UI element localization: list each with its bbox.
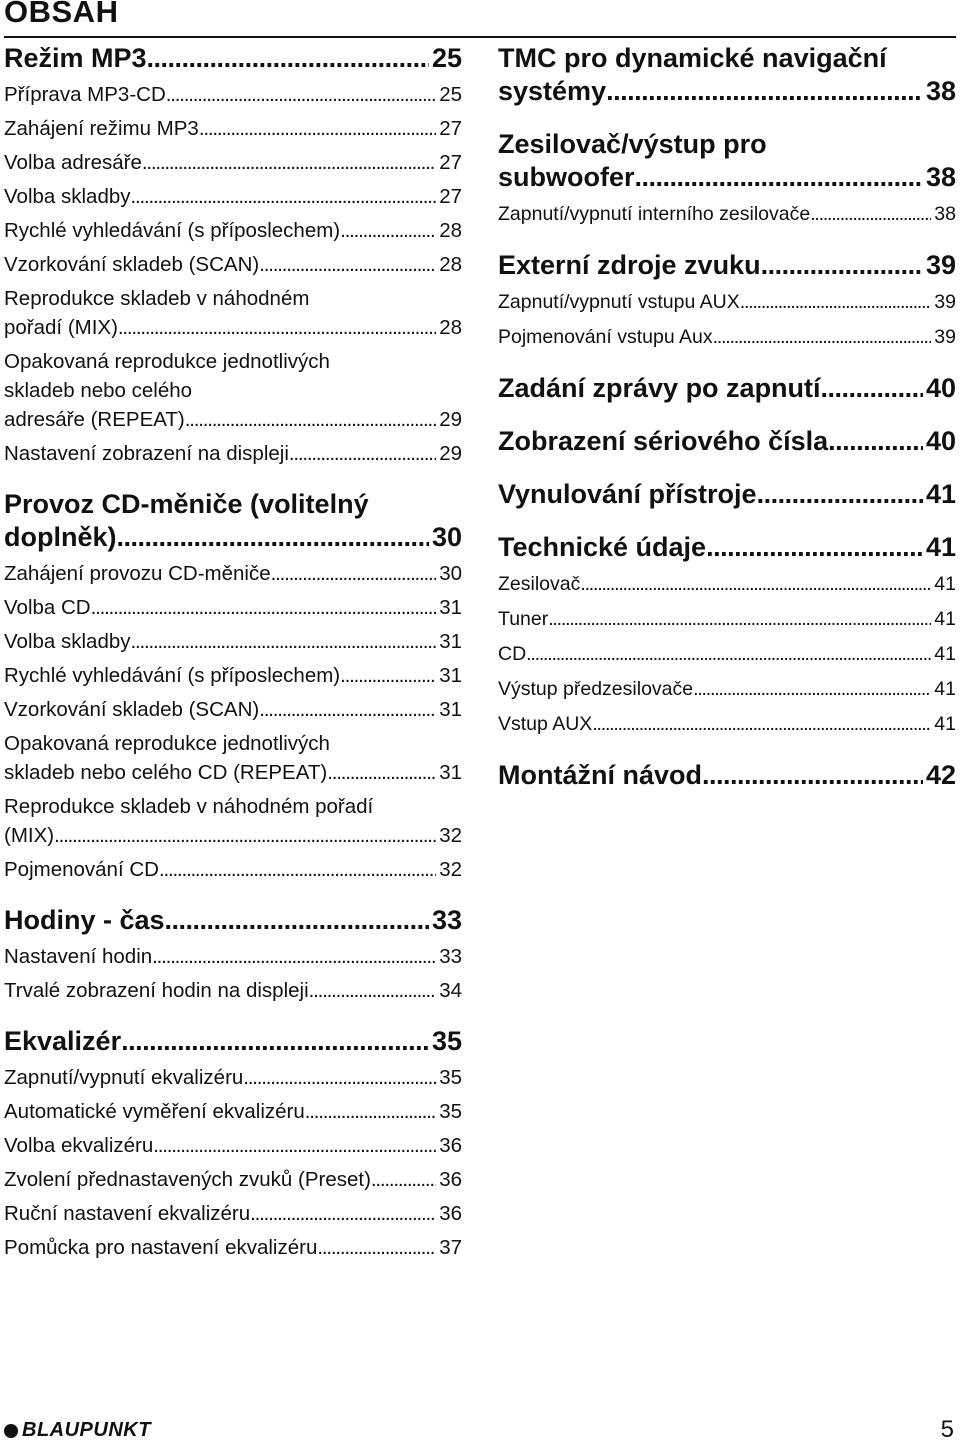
toc-page-number: 30	[431, 522, 462, 552]
toc-page-number: 39	[925, 250, 956, 280]
page-number: 5	[940, 1416, 954, 1443]
toc-entry-text: Tuner	[498, 608, 549, 630]
brand-dot-icon	[4, 1424, 18, 1438]
toc-page-number: 39	[934, 291, 956, 313]
dot-leader	[713, 323, 932, 352]
dot-leader	[250, 1199, 436, 1228]
dot-leader	[309, 976, 437, 1005]
toc-item-entry	[4, 661, 462, 690]
toc-section-entry	[498, 478, 956, 511]
dot-leader	[702, 759, 923, 792]
toc-entry-text: Nastavení hodin	[4, 945, 153, 968]
toc-page-number: 39	[934, 326, 956, 348]
toc-entry-text: skladeb nebo celého	[4, 379, 193, 402]
dot-leader	[271, 559, 437, 588]
toc-entry-text: pořadí (MIX)	[4, 316, 118, 339]
toc-item-entry	[4, 855, 462, 884]
dot-leader	[317, 1233, 436, 1262]
toc-entry-text: Vynulování přístroje	[498, 479, 757, 509]
toc-entry-text: Režim MP3	[4, 43, 147, 73]
toc-item-entry	[498, 570, 956, 599]
toc-section-entry	[498, 128, 956, 194]
dot-leader	[153, 1131, 436, 1160]
toc-item-entry	[4, 729, 462, 787]
toc-entry-text: Zapnutí/vypnutí vstupu AUX	[498, 291, 740, 313]
toc-section-entry	[4, 42, 462, 75]
toc-item-entry	[4, 182, 462, 211]
toc-page-number: 40	[925, 373, 956, 403]
toc-item-entry	[498, 200, 956, 229]
toc-item-entry	[4, 250, 462, 279]
dot-leader	[165, 904, 429, 937]
toc-entry-text: Zesilovač	[498, 573, 581, 595]
toc-entry-text: Volba adresáře	[4, 151, 142, 174]
toc-item-entry	[4, 347, 462, 434]
toc-entry-text: Vstup AUX	[498, 713, 593, 735]
toc-page-number: 38	[925, 76, 956, 106]
toc-entry-text: Zapnutí/vypnutí ekvalizéru	[4, 1066, 244, 1089]
toc-entry-text: Zadání zprávy po zapnutí	[498, 373, 821, 403]
dot-leader	[54, 821, 436, 850]
toc-item-entry	[4, 1165, 462, 1194]
dot-leader	[340, 216, 436, 245]
toc-page-number: 28	[439, 253, 462, 276]
dot-leader	[121, 1025, 429, 1058]
dot-leader	[305, 1097, 436, 1126]
toc-item-entry	[498, 605, 956, 634]
toc-entry-text: Výstup předzesilovače	[498, 678, 694, 700]
toc-entry-text: Volba skladby	[4, 630, 131, 653]
toc-page-number: 32	[439, 824, 462, 847]
dot-leader	[592, 710, 931, 739]
toc-page-number: 33	[439, 945, 462, 968]
toc-section-entry	[498, 42, 956, 108]
toc-entry-text: Zesilovač/výstup pro	[498, 129, 767, 159]
dot-leader	[821, 372, 923, 405]
toc-page-number: 42	[925, 760, 956, 790]
toc-entry-text: Pojmenování vstupu Aux	[498, 326, 713, 348]
toc-entry-text: Volba ekvalizéru	[4, 1134, 154, 1157]
toc-entry-text: Zobrazení sériového čísla	[498, 426, 829, 456]
toc-entry-text: Automatické vyměření ekvalizéru	[4, 1100, 305, 1123]
toc-section-entry	[498, 759, 956, 792]
toc-page-number: 27	[439, 185, 462, 208]
toc-section-entry	[4, 488, 462, 554]
toc-entry-text: Opakovaná reprodukce jednotlivých	[4, 732, 330, 755]
dot-leader	[810, 200, 931, 229]
toc-item-entry	[4, 942, 462, 971]
toc-section-entry	[498, 249, 956, 282]
dot-leader	[526, 640, 931, 669]
toc-entry-text: Ekvalizér	[4, 1026, 122, 1056]
dot-leader	[118, 313, 436, 342]
toc-entry-text: Zvolení přednastavených zvuků (Preset)	[4, 1168, 371, 1191]
toc-entry-text: adresáře (REPEAT)	[4, 408, 185, 431]
toc-page-number: 31	[439, 664, 462, 687]
toc-page-number: 29	[439, 408, 462, 431]
toc-item-entry	[4, 1097, 462, 1126]
brand-name: BLAUPUNKT	[22, 1419, 151, 1441]
toc-section-entry	[4, 1025, 462, 1058]
toc-entry-text: TMC pro dynamické navigační	[498, 43, 887, 73]
toc-page-number: 27	[439, 117, 462, 140]
toc-item-entry	[498, 710, 956, 739]
toc-item-entry	[4, 1199, 462, 1228]
toc-entry-text: (MIX)	[4, 824, 55, 847]
toc-page-number: 31	[439, 630, 462, 653]
dot-leader	[371, 1165, 436, 1194]
toc-item-entry	[4, 439, 462, 468]
toc-page-number: 36	[439, 1168, 462, 1191]
toc-page-number: 41	[934, 713, 956, 735]
toc-entry-text: doplněk)	[4, 522, 117, 552]
dot-leader	[761, 249, 923, 282]
toc-page-number: 34	[439, 979, 462, 1002]
dot-leader	[740, 288, 932, 317]
toc-entry-text: Pomůcka pro nastavení ekvalizéru	[4, 1236, 318, 1259]
dot-leader	[706, 531, 923, 564]
toc-page-number: 25	[439, 83, 462, 106]
toc-entry-text: Vzorkování skladeb (SCAN)	[4, 698, 260, 721]
dot-leader	[91, 593, 437, 622]
toc-right-column	[498, 42, 956, 792]
toc-entry-text: Zahájení režimu MP3	[4, 117, 199, 140]
toc-entry-text: Reprodukce skladeb v náhodném pořadí	[4, 795, 374, 818]
toc-entry-text: Hodiny - čas	[4, 905, 165, 935]
toc-entry-text: skladeb nebo celého CD (REPEAT)	[4, 761, 328, 784]
dot-leader	[142, 148, 436, 177]
dot-leader	[828, 425, 923, 458]
dot-leader	[166, 80, 436, 109]
toc-entry-text: Příprava MP3-CD	[4, 83, 166, 106]
toc-entry-text: systémy	[498, 76, 607, 106]
toc-entry-text: Volba skladby	[4, 185, 131, 208]
toc-page-number: 41	[934, 608, 956, 630]
toc-page-number: 28	[439, 316, 462, 339]
dot-leader	[199, 114, 436, 143]
toc-item-entry	[4, 792, 462, 850]
toc-entry-text: Opakovaná reprodukce jednotlivých	[4, 350, 330, 373]
toc-entry-text: Montážní návod	[498, 760, 702, 790]
dot-leader	[289, 439, 436, 468]
toc-item-entry	[4, 695, 462, 724]
toc-entry-text: Technické údaje	[498, 532, 707, 562]
toc-item-entry	[4, 148, 462, 177]
title-rule	[4, 36, 956, 38]
toc-entry-text: Externí zdroje zvuku	[498, 250, 761, 280]
dot-leader	[259, 695, 436, 724]
toc-page-number: 33	[431, 905, 462, 935]
toc-page-number: 35	[431, 1026, 462, 1056]
dot-leader	[757, 478, 923, 511]
toc-page-number: 41	[934, 678, 956, 700]
toc-item-entry	[4, 216, 462, 245]
toc-item-entry	[4, 1131, 462, 1160]
toc-page-number: 35	[439, 1066, 462, 1089]
toc-page-number: 28	[439, 219, 462, 242]
toc-entry-text: Rychlé vyhledávání (s příposlechem)	[4, 664, 341, 687]
toc-entry-text: Trvalé zobrazení hodin na displeji	[4, 979, 309, 1002]
toc-page-number: 25	[431, 43, 462, 73]
toc-page-number: 36	[439, 1134, 462, 1157]
toc-entry-text: Reprodukce skladeb v náhodném	[4, 287, 310, 310]
toc-page-number: 30	[439, 562, 462, 585]
dot-leader	[635, 161, 923, 194]
dot-leader	[606, 75, 923, 108]
toc-page-number: 31	[439, 596, 462, 619]
toc-item-entry	[4, 114, 462, 143]
dot-leader	[131, 627, 437, 656]
dot-leader	[152, 942, 436, 971]
toc-page-number: 38	[925, 162, 956, 192]
dot-leader	[548, 605, 931, 634]
toc-item-entry	[4, 593, 462, 622]
dot-leader	[117, 521, 429, 554]
dot-leader	[327, 758, 436, 787]
toc-item-entry	[498, 640, 956, 669]
toc-section-entry	[498, 425, 956, 458]
dot-leader	[159, 855, 436, 884]
toc-page-number: 37	[439, 1236, 462, 1259]
toc-section-entry	[498, 531, 956, 564]
toc-entry-text: Nastavení zobrazení na displeji	[4, 442, 289, 465]
toc-page-number: 41	[925, 532, 956, 562]
toc-entry-text: Vzorkování skladeb (SCAN)	[4, 253, 260, 276]
toc-page-number: 38	[934, 203, 956, 225]
toc-page-number: 27	[439, 151, 462, 174]
toc-section-entry	[4, 904, 462, 937]
dot-leader	[340, 661, 436, 690]
toc-page-number: 41	[934, 643, 956, 665]
toc-entry-text: Zapnutí/vypnutí interního zesilovače	[498, 203, 811, 225]
toc-item-entry	[498, 675, 956, 704]
dot-leader	[147, 42, 429, 75]
toc-page-number: 40	[925, 426, 956, 456]
toc-entry-text: Volba CD	[4, 596, 91, 619]
toc-section-entry	[498, 372, 956, 405]
toc-item-entry	[4, 1233, 462, 1262]
toc-entry-text: Provoz CD-měniče (volitelný	[4, 489, 369, 519]
dot-leader	[185, 405, 436, 434]
toc-page-number: 36	[439, 1202, 462, 1225]
toc-item-entry	[4, 80, 462, 109]
toc-entry-text: subwoofer	[498, 162, 635, 192]
toc-page-number: 32	[439, 858, 462, 881]
toc-item-entry	[4, 627, 462, 656]
toc-page-number: 31	[439, 698, 462, 721]
dot-leader	[580, 570, 931, 599]
toc-entry-text: Zahájení provozu CD-měniče	[4, 562, 271, 585]
toc-entry-text: Ruční nastavení ekvalizéru	[4, 1202, 251, 1225]
dot-leader	[131, 182, 437, 211]
toc-item-entry	[4, 559, 462, 588]
toc-page-number: 35	[439, 1100, 462, 1123]
dot-leader	[243, 1063, 436, 1092]
toc-item-entry	[498, 288, 956, 317]
toc-entry-text: Pojmenování CD	[4, 858, 159, 881]
page-title: OBSAH	[4, 0, 119, 29]
toc-item-entry	[4, 1063, 462, 1092]
toc-page-number: 29	[439, 442, 462, 465]
toc-entry-text: CD	[498, 643, 527, 665]
toc-item-entry	[4, 284, 462, 342]
toc-entry-text: Rychlé vyhledávání (s příposlechem)	[4, 219, 341, 242]
toc-left-column	[4, 42, 462, 1262]
brand-logo	[4, 1419, 151, 1442]
toc-item-entry	[4, 976, 462, 1005]
dot-leader	[259, 250, 436, 279]
toc-item-entry	[498, 323, 956, 352]
toc-page-number: 41	[925, 479, 956, 509]
toc-page-number: 41	[934, 573, 956, 595]
toc-page-number: 31	[439, 761, 462, 784]
dot-leader	[693, 675, 931, 704]
